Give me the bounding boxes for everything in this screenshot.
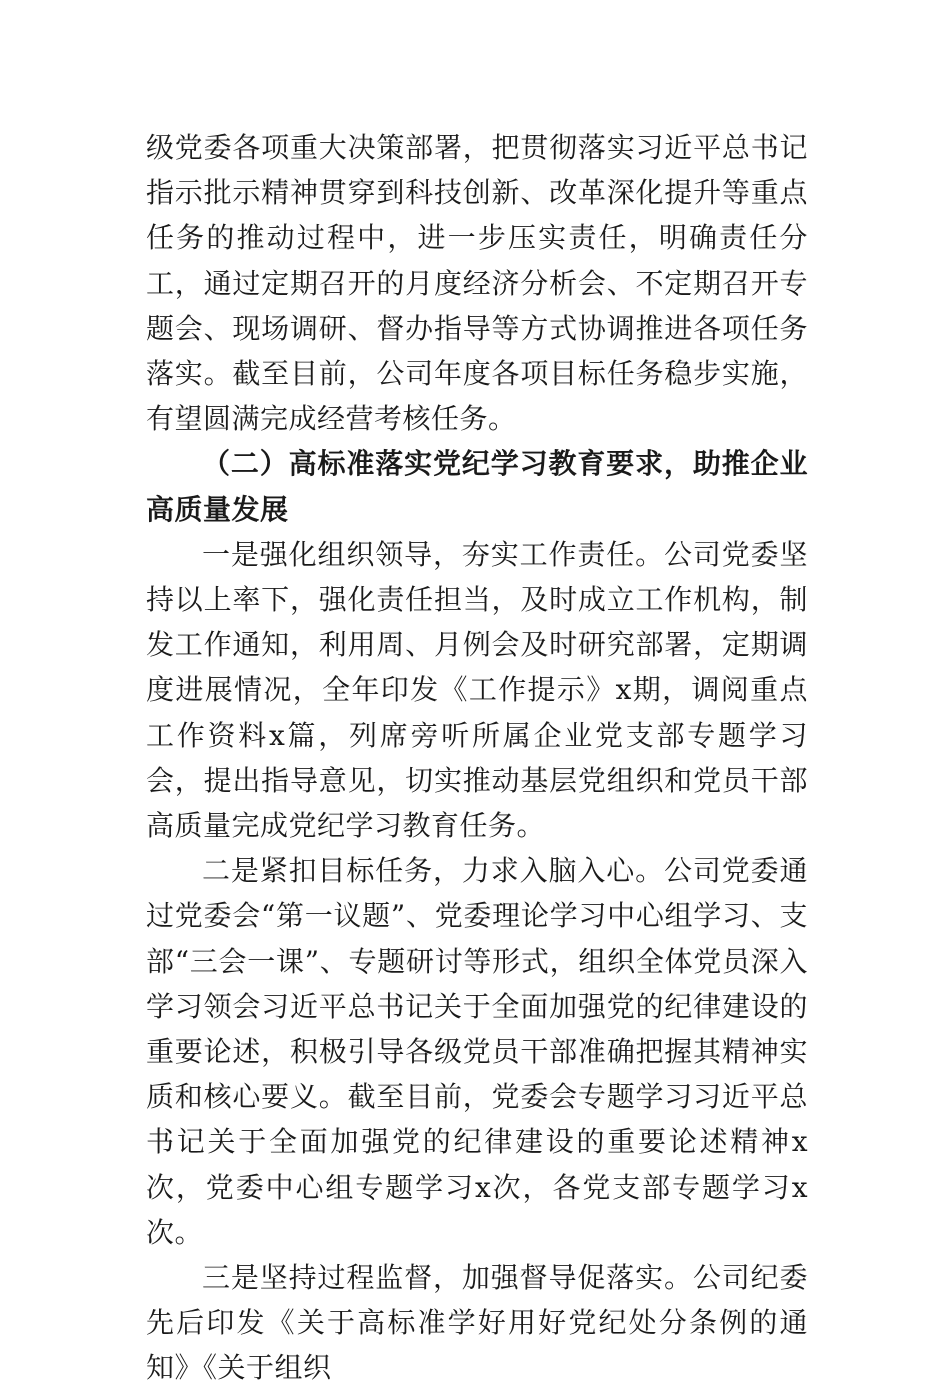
paragraph-process-supervision: 三是坚持过程监督，加强督导促落实。公司纪委先后印发《关于高标准学好用好党纪处分条例的通知》《关于组织 — [146, 1261, 808, 1385]
paragraph-target-tasks: 二是紧扣目标任务，力求入脑入心。公司党委通过党委会“第一议题”、党委理论学习中心组学习、支部“三会一课”、专题研讨等形式，组织全体党员深入学习领会习近平总书记关于全面加强党的纪律建设的重要论述，积极引导各级党员干部准确把握其精神实质和核心要义。截至目前，党委会专题学习习近平总书记关于全面加强党的纪律建设的重要论述精神x次，党委中心组专题学习x次，各党支部专题学习x次。 — [146, 854, 808, 1249]
document-body — [146, 125, 808, 1391]
section-heading: （二）高标准落实党纪学习教育要求，助推企业高质量发展 — [146, 447, 808, 526]
paragraph-organization-leadership: 一是强化组织领导，夯实工作责任。公司党委坚持以上率下，强化责任担当，及时成立工作机构，制发工作通知，利用周、月例会及时研究部署，定期调度进展情况，全年印发《工作提示》x期，调阅重点工作资料x篇，列席旁听所属企业党支部专题学习会，提出指导意见，切实推动基层党组织和党员干部高质量完成党纪学习教育任务。 — [146, 537, 808, 843]
paragraph-continuation: 级党委各项重大决策部署，把贯彻落实习近平总书记指示批示精神贯穿到科技创新、改革深化提升等重点任务的推动过程中，进一步压实责任，明确责任分工，通过定期召开的月度经济分析会、不定期召开专题会、现场调研、督办指导等方式协调推进各项任务落实。截至目前，公司年度各项目标任务稳步实施，有望圆满完成经营考核任务。 — [146, 131, 808, 436]
